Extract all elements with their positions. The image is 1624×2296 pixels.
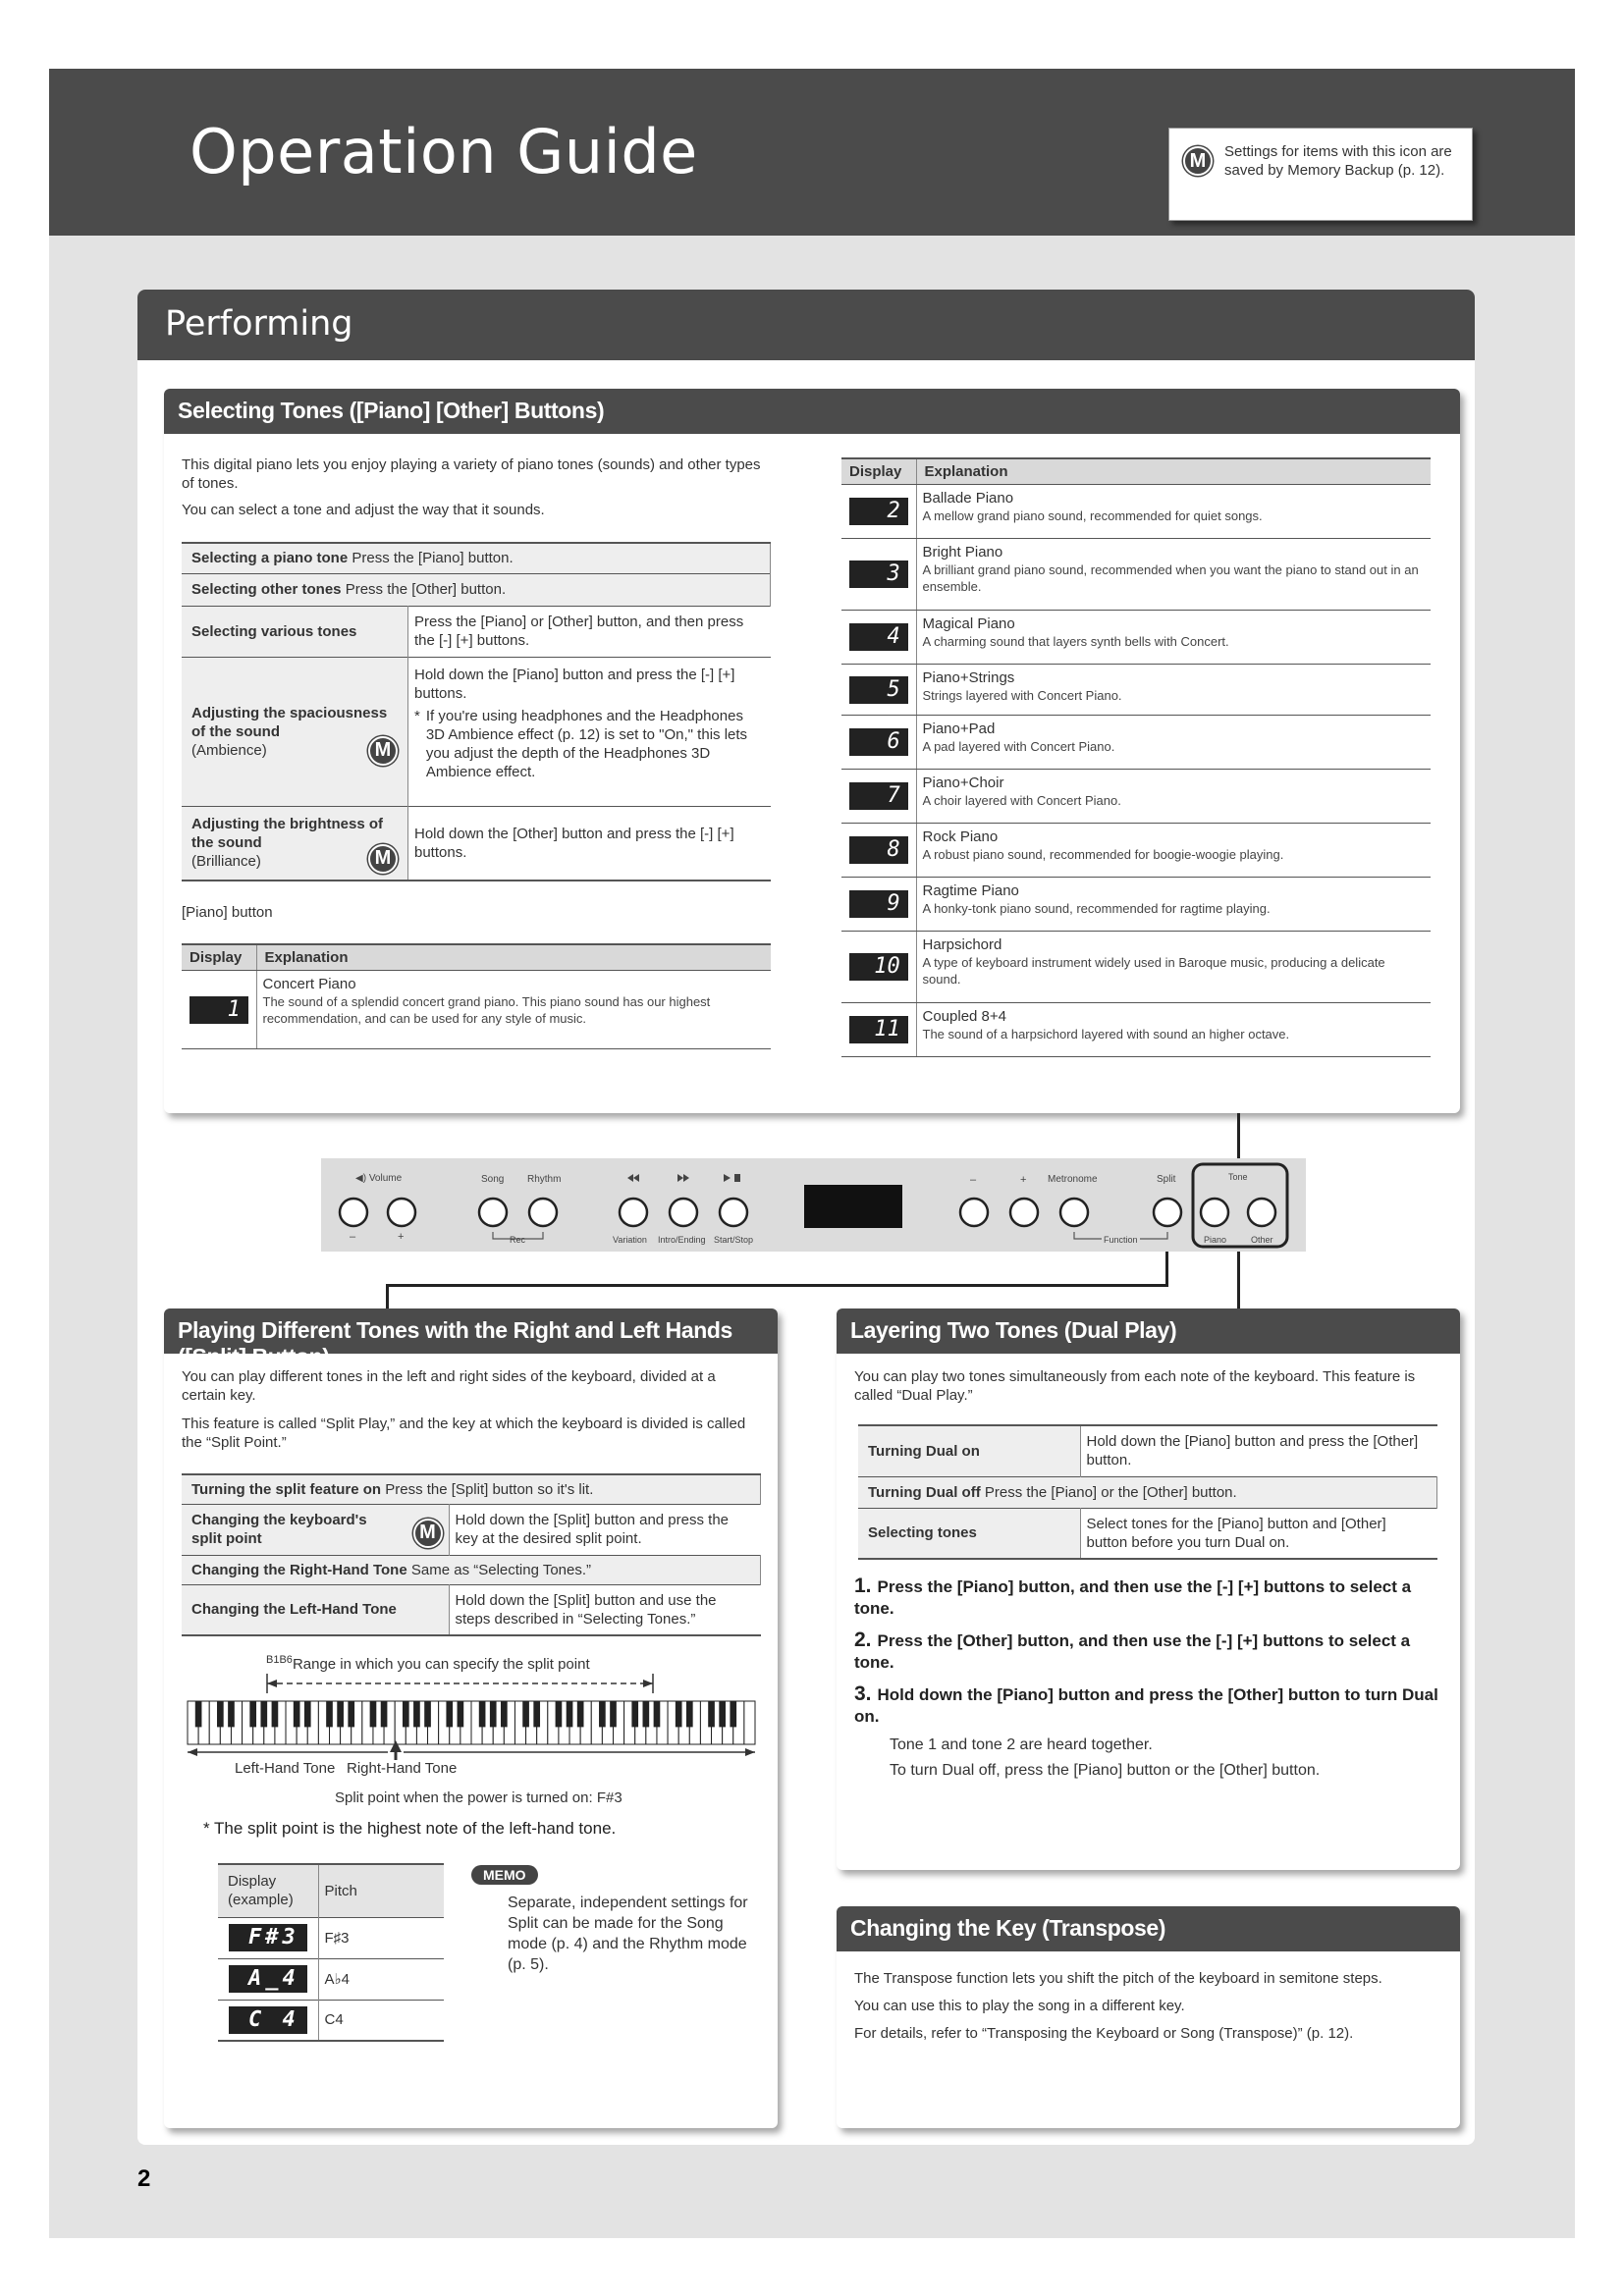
panel-label-metronome: Metronome <box>1048 1174 1098 1185</box>
op-text: Hold down the [Piano] button and press the [Other] button. <box>1080 1425 1437 1476</box>
memory-backup-icon: M <box>413 1519 443 1548</box>
asterisk-icon: * <box>414 707 420 724</box>
black-key <box>424 1701 431 1727</box>
black-key <box>610 1701 617 1727</box>
dual-title: Layering Two Tones (Dual Play) <box>837 1308 1460 1354</box>
dual-intro: You can play two tones simultaneously from each note of the keyboard. This feature is called “Dual Play.” <box>854 1368 1416 1404</box>
pitch-row <box>218 2000 444 2041</box>
keyboard-keys <box>188 1701 755 1744</box>
tone-name: Bright Piano <box>922 544 1003 561</box>
right-arrow-icon <box>745 1748 755 1756</box>
black-key <box>631 1701 638 1727</box>
step-text: Hold down the [Piano] button and press the [Other] button to turn Dual on. <box>854 1685 1438 1726</box>
tone-row <box>182 971 771 1049</box>
op-row <box>182 543 771 573</box>
memory-backup-text: Settings for items with this icon are saved by Memory Backup (p. 12). <box>1224 143 1452 179</box>
black-key <box>260 1701 267 1727</box>
op-text: Hold down the [Split] button and press the key at the desired split point. <box>449 1504 761 1555</box>
page-number: 2 <box>137 2165 151 2192</box>
op-label: Selecting other tones <box>191 581 342 598</box>
col-display-example: Display (example) <box>218 1864 318 1917</box>
panel-label-variation: Variation <box>613 1235 647 1245</box>
power-on-note: Split point when the power is turned on: F#3 <box>335 1789 623 1806</box>
panel-label-plus: + <box>398 1231 405 1243</box>
lcd-display: 1 <box>189 996 248 1024</box>
op-text: Hold down the [Other] button and press the [-] [+] buttons. <box>408 806 771 881</box>
lcd-display: A_4 <box>229 1965 307 1993</box>
black-key <box>348 1701 354 1727</box>
panel-label-other: Other <box>1251 1235 1273 1245</box>
op-label: Turning the split feature on <box>191 1480 382 1498</box>
panel-label-rhythm: Rhythm <box>527 1174 562 1185</box>
panel-display <box>804 1185 902 1228</box>
transpose-text-3: For details, refer to “Transposing the Keyboard or Song (Transpose)” (p. 12). <box>854 2025 1354 2042</box>
panel-label-minus: – <box>350 1231 356 1243</box>
op-label: Selecting a piano tone <box>191 550 349 567</box>
panel-label-rec: Rec <box>510 1235 526 1245</box>
tone-row <box>841 770 1431 824</box>
op-row <box>182 1584 761 1635</box>
dual-step-2 <box>854 1629 1443 1674</box>
panel-label-song: Song <box>481 1174 505 1185</box>
black-key <box>413 1701 420 1727</box>
panel-label-volume <box>355 1173 402 1184</box>
control-panel <box>321 1158 1306 1252</box>
step-number: 1. <box>854 1575 872 1597</box>
dual-note-2: To turn Dual off, press the [Piano] button or the [Other] button. <box>890 1762 1321 1779</box>
left-arrow-icon <box>188 1748 197 1756</box>
op-row <box>858 1508 1437 1559</box>
op-row <box>182 1474 761 1504</box>
tone-name: Coupled 8+4 <box>922 1008 1006 1025</box>
left-hand-label: Left-Hand Tone <box>235 1760 336 1777</box>
step-text: Press the [Other] button, and then use the [-] [+] buttons to select a tone. <box>854 1631 1411 1672</box>
speaker-icon: ◀) <box>355 1173 367 1184</box>
tone-row <box>841 716 1431 770</box>
black-key <box>294 1701 300 1727</box>
selecting-tones-card <box>164 389 1460 1113</box>
black-key <box>217 1701 224 1727</box>
memory-backup-icon: M <box>368 844 398 874</box>
op-label: Selecting various tones <box>182 606 408 657</box>
range-start: B1 <box>266 1654 280 1666</box>
connector-line <box>1237 1252 1240 1308</box>
black-key <box>643 1701 650 1727</box>
panel-label-plus-2: + <box>1020 1174 1027 1186</box>
pitch-row <box>218 1958 444 2000</box>
op-label: Changing the Right-Hand Tone <box>191 1561 407 1578</box>
pitch-row <box>218 1917 444 1958</box>
split-intro-2: This feature is called “Split Play,” and the key at which the keyboard is divided is called the “Split Point.” <box>182 1415 746 1451</box>
black-key <box>567 1701 573 1727</box>
dual-ops-table <box>858 1424 1437 1560</box>
op-label: Adjusting the spaciousness of the sound <box>191 704 388 740</box>
lcd-display: 3 <box>849 561 908 588</box>
transpose-card <box>837 1906 1460 2128</box>
panel-label-minus-2: – <box>970 1174 977 1186</box>
col-display: Display <box>182 944 256 971</box>
white-key <box>744 1701 755 1744</box>
tone-row <box>841 878 1431 932</box>
tone-desc: A brilliant grand piano sound, recommended when you want the piano to stand out in an ensemble. <box>922 562 1419 594</box>
op-sub: (Brilliance) <box>191 853 261 871</box>
op-label: Adjusting the brightness of the sound <box>191 816 383 852</box>
black-key <box>195 1701 202 1727</box>
pitch-value: F♯3 <box>318 1917 444 1958</box>
selecting-ops-table <box>182 542 771 881</box>
op-note-text: If you're using headphones and the Headphones 3D Ambience effect (p. 12) is set to "On," this lets you adjust the depth of the Headphones 3D Ambience effect. <box>425 707 748 780</box>
tone-desc: A mellow grand piano sound, recommended for quiet songs. <box>922 508 1263 523</box>
black-key <box>228 1701 235 1727</box>
tone-row <box>841 824 1431 878</box>
tone-desc: Strings layered with Concert Piano. <box>922 688 1122 703</box>
start-stop-button[interactable] <box>720 1199 747 1226</box>
split-button[interactable] <box>1154 1199 1181 1226</box>
col-pitch: Pitch <box>318 1864 444 1917</box>
op-text: Press the [Piano] button. <box>352 550 514 567</box>
black-key <box>490 1701 497 1727</box>
lcd-display: 4 <box>849 623 908 651</box>
memory-backup-note <box>1168 128 1473 221</box>
op-row <box>182 806 771 881</box>
black-key <box>326 1701 333 1727</box>
step-number: 2. <box>854 1629 872 1651</box>
memo-badge: MEMO <box>471 1865 538 1885</box>
op-text: Hold down the [Split] button and use the steps described in “Selecting Tones.” <box>449 1584 761 1635</box>
black-key <box>304 1701 311 1727</box>
tone-row <box>841 932 1431 1003</box>
minus-button[interactable] <box>960 1199 988 1226</box>
op-text: Press the [Piano] or [Other] button, and then press the [-] [+] buttons. <box>408 606 771 657</box>
panel-label-tone: Tone <box>1228 1172 1248 1182</box>
black-key <box>458 1701 464 1727</box>
col-explanation: Explanation <box>256 944 771 971</box>
memo-text: Separate, independent settings for Split can be made for the Song mode (p. 4) and the Rhythm mode (p. 5). <box>508 1895 748 1973</box>
split-ops-table <box>182 1473 761 1636</box>
step-text: Press the [Piano] button, and then use the [-] [+] buttons to select a tone. <box>854 1577 1412 1618</box>
range-label <box>266 1654 590 1673</box>
keyboard-diagram <box>182 1672 761 1760</box>
metronome-button[interactable] <box>1060 1199 1088 1226</box>
dual-card <box>837 1308 1460 1870</box>
op-label: Changing the Left-Hand Tone <box>182 1584 449 1635</box>
tone-desc: The sound of a splendid concert grand piano. This piano sound has our highest recommendation, and can be used for any style of music. <box>262 994 711 1026</box>
dual-note-1: Tone 1 and tone 2 are heard together. <box>890 1736 1153 1753</box>
op-row <box>858 1425 1437 1476</box>
tone-name: Harpsichord <box>922 936 1002 953</box>
tone-name: Ragtime Piano <box>922 882 1019 899</box>
tone-desc: A choir layered with Concert Piano. <box>922 793 1121 808</box>
lcd-display: 5 <box>849 676 908 704</box>
op-row <box>182 657 771 806</box>
pitch-value: A♭4 <box>318 1958 444 2000</box>
split-card <box>164 1308 778 2128</box>
lcd-display: C 4 <box>229 2006 307 2034</box>
op-row <box>182 573 771 606</box>
tone-name: Piano+Strings <box>922 669 1015 686</box>
black-key <box>381 1701 388 1727</box>
panel-label-start-stop: Start/Stop <box>714 1235 754 1245</box>
op-note <box>414 707 765 781</box>
tone-name: Concert Piano <box>262 976 356 992</box>
op-label: Turning Dual on <box>858 1425 1080 1476</box>
op-sub: (Ambience) <box>191 741 267 759</box>
rewind-icon <box>627 1174 639 1182</box>
selecting-intro-2: You can select a tone and adjust the way that it sounds. <box>182 502 545 518</box>
tone-row <box>841 485 1431 539</box>
piano-tone-table <box>182 943 771 1049</box>
tone-name: Ballade Piano <box>922 490 1014 507</box>
op-text: Press the [Other] button. <box>345 581 507 598</box>
memory-backup-icon: M <box>1183 146 1213 176</box>
black-key <box>599 1701 606 1727</box>
play-stop-icon <box>724 1174 740 1182</box>
rhythm-button[interactable] <box>529 1199 557 1226</box>
page-title: Operation Guide <box>189 116 698 187</box>
op-row <box>182 1504 761 1555</box>
volume-up-button[interactable] <box>388 1199 415 1226</box>
tone-row <box>841 1003 1431 1057</box>
range-arrow-right-icon <box>643 1680 653 1687</box>
split-intro-1: You can play different tones in the left and right sides of the keyboard, divided at a certain key. <box>182 1368 716 1404</box>
panel-label-split: Split <box>1157 1174 1176 1185</box>
op-label: Changing the keyboard's split point <box>191 1512 367 1547</box>
memory-backup-icon: M <box>368 736 398 766</box>
tone-desc: A type of keyboard instrument widely used in Baroque music, producing a delicate sound. <box>922 955 1385 987</box>
op-row <box>182 1555 761 1584</box>
selecting-tones-title: Selecting Tones ([Piano] [Other] Buttons) <box>164 389 1460 434</box>
connector-line <box>386 1284 1168 1287</box>
op-text: Same as “Selecting Tones.” <box>410 1561 592 1578</box>
song-button[interactable] <box>479 1199 507 1226</box>
col-explanation: Explanation <box>916 458 1431 485</box>
op-row <box>182 606 771 657</box>
op-text: Press the [Split] button so it's lit. <box>385 1480 594 1498</box>
volume-down-button[interactable] <box>340 1199 367 1226</box>
step-number: 3. <box>854 1682 872 1705</box>
black-key <box>446 1701 453 1727</box>
other-button[interactable] <box>1248 1199 1275 1226</box>
lcd-display: 8 <box>849 836 908 864</box>
split-title: Playing Different Tones with the Right and Left Hands ([Split] Button) <box>164 1308 778 1354</box>
piano-button-label: [Piano] button <box>182 904 273 921</box>
pitch-table <box>218 1863 444 2042</box>
black-key <box>522 1701 529 1727</box>
fast-forward-icon <box>677 1174 689 1182</box>
black-key <box>708 1701 715 1727</box>
panel-label-piano: Piano <box>1204 1235 1227 1245</box>
pitch-value: C4 <box>318 2000 444 2041</box>
black-key <box>370 1701 377 1727</box>
tone-name: Rock Piano <box>922 828 999 845</box>
tone-name: Piano+Pad <box>922 721 996 737</box>
black-key <box>676 1701 682 1727</box>
dual-step-3 <box>854 1683 1443 1728</box>
lcd-display: 10 <box>849 953 908 981</box>
panel-label-intro-ending: Intro/Ending <box>658 1235 706 1245</box>
op-label: Selecting tones <box>858 1508 1080 1559</box>
transpose-text-1: The Transpose function lets you shift the pitch of the keyboard in semitone steps. <box>854 1970 1382 1987</box>
black-key <box>577 1701 584 1727</box>
volume-label: Volume <box>368 1173 403 1184</box>
tone-name: Magical Piano <box>922 615 1015 632</box>
black-key <box>654 1701 661 1727</box>
op-text: Hold down the [Piano] button and press the [-] [+] buttons. <box>414 666 735 702</box>
other-tone-table <box>841 457 1431 1057</box>
tone-desc: The sound of a harpsichord layered with sound an higher octave. <box>922 1027 1290 1041</box>
black-key <box>479 1701 486 1727</box>
lcd-display: 7 <box>849 782 908 810</box>
black-key <box>403 1701 409 1727</box>
lcd-display: 2 <box>849 498 908 525</box>
black-key <box>249 1701 256 1727</box>
black-key <box>730 1701 736 1727</box>
black-key <box>533 1701 540 1727</box>
transpose-title: Changing the Key (Transpose) <box>837 1906 1460 1951</box>
tone-row <box>841 539 1431 611</box>
range-end: B6 <box>279 1654 293 1666</box>
tone-desc: A charming sound that layers synth bells with Concert. <box>922 634 1229 649</box>
op-row <box>858 1476 1437 1508</box>
black-key <box>501 1701 508 1727</box>
lcd-display: 9 <box>849 890 908 918</box>
lcd-display: F#3 <box>229 1924 307 1951</box>
tone-row <box>841 665 1431 716</box>
connector-line <box>386 1284 389 1308</box>
tone-name: Piano+Choir <box>922 774 1004 791</box>
black-key <box>686 1701 693 1727</box>
transpose-text-2: You can use this to play the song in a different key. <box>854 1998 1185 2014</box>
op-label: Turning Dual off <box>868 1483 981 1501</box>
control-panel-drawing <box>321 1158 1306 1252</box>
variation-button[interactable] <box>620 1199 647 1226</box>
op-text: Select tones for the [Piano] button and [Other] button before you turn Dual on. <box>1080 1508 1437 1559</box>
col-display: Display <box>841 458 916 485</box>
black-key <box>272 1701 279 1727</box>
plus-button[interactable] <box>1010 1199 1038 1226</box>
black-key <box>337 1701 344 1727</box>
black-key <box>719 1701 726 1727</box>
selecting-intro-1: This digital piano lets you enjoy playing a variety of piano tones (sounds) and other types of tones. <box>182 456 761 492</box>
performing-title: Performing <box>165 304 353 344</box>
range-arrow-left-icon <box>267 1680 277 1687</box>
dual-step-1 <box>854 1575 1443 1620</box>
intro-ending-button[interactable] <box>670 1199 697 1226</box>
tone-desc: A honky-tonk piano sound, recommended for ragtime playing. <box>922 901 1271 916</box>
tone-desc: A robust piano sound, recommended for boogie-woogie playing. <box>922 847 1284 862</box>
panel-label-function: Function <box>1104 1235 1138 1245</box>
lcd-display: 6 <box>849 728 908 756</box>
black-key <box>556 1701 563 1727</box>
range-text: Range in which you can specify the split point <box>292 1656 590 1673</box>
piano-button[interactable] <box>1201 1199 1228 1226</box>
tone-desc: A pad layered with Concert Piano. <box>922 739 1115 754</box>
lcd-display: 11 <box>849 1016 908 1043</box>
highest-note: * The split point is the highest note of the left-hand tone. <box>203 1819 617 1838</box>
tone-row <box>841 611 1431 665</box>
right-hand-label: Right-Hand Tone <box>347 1760 458 1777</box>
op-text: Press the [Piano] or the [Other] button. <box>984 1483 1237 1501</box>
